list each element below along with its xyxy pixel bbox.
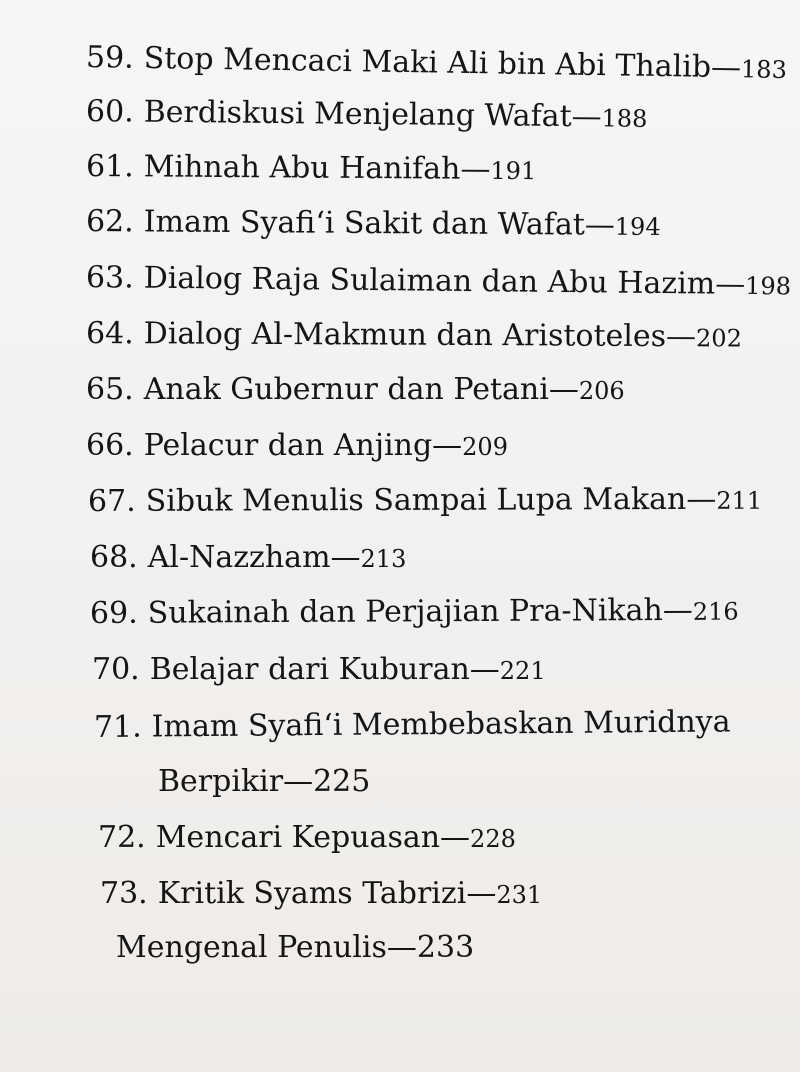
entry-page: 233 [416,930,475,965]
entry-title: Sukainah dan Perjajian Pra-Nikah [147,593,663,631]
entry-separator: — [571,99,602,135]
entry-title: Sibuk Menulis Sampai Lupa Makan [145,481,687,519]
entry-number: 59. [85,40,135,76]
toc-entry-61 [86,149,536,189]
toc-entry-70 [92,652,546,689]
entry-separator: — [548,372,579,407]
entry-number: 73. [100,876,148,911]
entry-separator: — [283,764,314,799]
entry-page: 191 [490,156,537,186]
toc-entry-59 [86,40,787,88]
entry-separator: — [584,207,615,243]
toc-entry-72 [98,820,516,857]
entry-number: 66. [86,428,134,463]
entry-number: 63. [85,260,134,296]
toc-entry-66 [86,428,508,465]
entry-page: 206 [578,377,625,405]
entry-separator: — [330,540,361,575]
toc-entry-73 [100,876,542,913]
entry-page: 216 [692,597,739,626]
entry-separator: — [715,266,746,302]
entry-page: 188 [601,104,648,133]
entry-separator: — [469,652,500,687]
entry-title: Anak Gubernur dan Petani [143,372,549,407]
entry-page: 202 [695,324,742,353]
entry-number: 62. [85,204,134,240]
toc-entry-69 [90,593,739,633]
entry-title: Imam Syafi‘i Sakit dan Wafat [143,204,585,243]
entry-number: 69. [89,595,138,631]
toc-entry-64 [86,316,742,356]
entry-page: 209 [462,433,508,461]
entry-separator: — [440,820,471,855]
entry-title: Mengenal Penulis [116,930,387,965]
entry-separator: — [386,930,417,965]
entry-title: Dialog Al-Makmun dan Aristoteles [143,316,667,355]
entry-page: 221 [499,657,546,685]
entry-page: 198 [745,271,792,301]
entry-number: 65. [86,372,134,407]
toc-entry-62 [86,204,661,245]
entry-number: 67. [87,483,136,519]
toc-entry-67 [88,482,762,521]
entry-separator: — [460,151,491,187]
entry-number: 60. [85,94,134,130]
entry-separator: — [662,592,693,629]
entry-title: Al-Nazzham [147,540,331,575]
entry-separator: — [432,428,463,463]
toc-closing-entry [116,930,474,966]
entry-page: 183 [740,55,788,85]
toc-entry-71 [94,704,731,746]
entry-page: 213 [360,545,407,573]
entry-title: Mihnah Abu Hanifah [143,149,461,187]
toc-entry-65 [86,372,625,409]
entry-page: 194 [614,212,661,242]
entry-separator: — [665,319,697,355]
entry-separator: — [466,876,497,911]
entry-number: 64. [85,316,134,352]
entry-title: Dialog Raja Sulaiman dan Abu Hazim [143,260,716,302]
entry-title: Pelacur dan Anjing [143,428,433,463]
entry-page: 225 [313,764,371,799]
toc-entry-68 [90,540,406,577]
entry-title: Berdiskusi Menjelang Wafat [143,94,572,135]
entry-number: 70. [92,652,140,687]
toc-entry-63 [86,260,791,304]
entry-page: 228 [470,825,516,853]
entry-separator: — [710,49,742,86]
entry-separator: — [686,481,717,517]
entry-title: Imam Syafi‘i Membebaskan Muridnya [151,704,731,745]
entry-title: Stop Mencaci Maki Ali bin Abi Thalib [143,40,712,85]
entry-title: Berpikir [158,764,284,799]
entry-page: 231 [496,881,543,909]
entry-page: 211 [716,486,763,515]
entry-number: 71. [93,709,142,745]
entry-title: Belajar dari Kuburan [149,652,470,687]
toc-entry-71-continuation [158,764,370,800]
entry-number: 61. [85,149,134,185]
entry-number: 68. [90,540,138,575]
entry-title: Mencari Kepuasan [155,820,441,855]
entry-title: Kritik Syams Tabrizi [157,876,467,911]
toc-entry-60 [86,94,648,137]
entry-number: 72. [98,820,146,855]
